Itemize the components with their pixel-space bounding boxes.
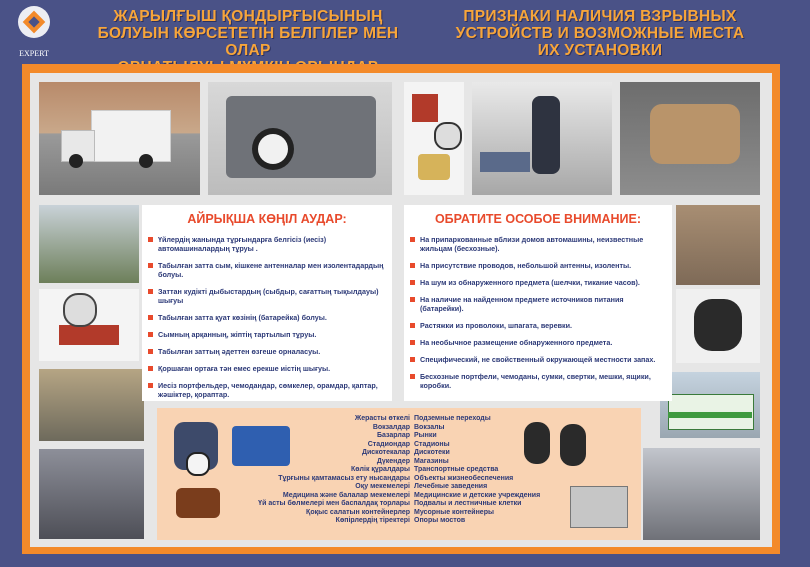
list-item: Растяжки из проволоки, шпагата, веревки. (410, 321, 664, 330)
photo-train (39, 205, 139, 283)
list-item: Мусорные контейнеры (414, 508, 494, 516)
kz-checklist (148, 235, 384, 399)
kz-panel-heading: АЙРЫҚША КӨҢІЛ АУДАР: (187, 212, 347, 226)
list-item: Табылған затта қуат көзінің (батарейка) болуы. (148, 313, 384, 322)
list-item: Стадиондар (367, 440, 410, 448)
photo-truck (39, 82, 200, 195)
list-item: Дискотекалар (361, 449, 410, 456)
photo-package (620, 82, 760, 195)
list-item: На присутствие проводов, небольшой антенны, изоленты. (410, 261, 664, 270)
ru-panel (404, 205, 672, 401)
ru-checklist (410, 235, 664, 390)
ru-panel-heading: ОБРАТИТЕ ОСОБОЕ ВНИМАНИЕ: (434, 212, 642, 226)
list-item: Тұрғыны қамтамасыз ету нысандары (278, 474, 410, 482)
list-item: Стадионы (414, 440, 450, 448)
kz-title-line: ЖАРЫЛҒЫШ ҚОНДЫРҒЫСЫНЫҢ (113, 8, 383, 25)
list-item: Иесіз портфельдер, чемодандар, сөмкелер, орамдар, қаптар, жәшіктер, қораптар. (148, 381, 384, 399)
list-item: Үйлердің жанында тұрғындарға белгісіз (иесіз) автомашиналардың тұруы . (148, 235, 384, 253)
list-item: Табылған затта сым, кішкене антенналар мен изолентадардың болуы. (148, 261, 384, 279)
list-item: Жерасты өткелі (354, 415, 410, 422)
photo-dynamite (404, 82, 464, 195)
photo-box-device (676, 205, 760, 285)
list-item: На необычное размещение обнаруженного предмета. (410, 338, 664, 347)
list-item: Көлік құралдары (351, 466, 410, 473)
places-kz-list (160, 415, 410, 526)
list-item: Магазины (414, 457, 449, 465)
logo (8, 4, 60, 58)
kz-panel (142, 205, 392, 401)
list-item: На наличие на найденном предмете источников питания (батарейки). (410, 295, 664, 313)
ru-title-line: УСТРОЙСТВ И ВОЗМОЖНЫЕ МЕСТА (455, 25, 745, 42)
list-item: Объекты жизнеобеспечения (414, 474, 514, 482)
list-item: Лечебные заведения (414, 483, 488, 490)
ru-title-line: ИХ УСТАНОВКИ (537, 42, 663, 59)
list-item: Көпірлердің тіректері (335, 517, 410, 524)
photo-bridge (643, 448, 760, 540)
list-item: Вокзалы (414, 423, 445, 431)
list-item: Заттан кудікті дыбыстардың (сыбдыр, сағаттың тықылдауы) шығуы (148, 287, 384, 305)
list-item: Қоқыс салатын контейнерлер (306, 508, 410, 516)
ru-title-line: ПРИЗНАКИ НАЛИЧИЯ ВЗРЫВНЫХ (463, 8, 737, 25)
logo-label: EXPERT (19, 49, 49, 58)
photo-bus (660, 372, 760, 438)
list-item: Медицинские и детские учреждения (414, 491, 541, 499)
list-item: На шум из обнаруженного предмета (шелчки, тикание часов). (410, 278, 664, 287)
list-item: Дүкендер (376, 457, 410, 465)
list-item: Дискотеки (414, 449, 450, 456)
list-item: Специфический, не свойственный окружающей местности запах. (410, 355, 664, 364)
list-item: Үй асты бөлмелері мен баспалдақ торлары (258, 500, 410, 507)
photo-guard (472, 82, 612, 195)
list-item: Базарлар (376, 432, 410, 439)
list-item: Бесхозные портфели, чемоданы, сумки, свертки, мешки, ящики, коробки. (410, 372, 664, 390)
list-item: Табылған заттың әдеттен өзгеше орналасуы. (148, 347, 384, 356)
photo-bomb-clock (39, 289, 139, 361)
list-item: Подвалы и лестничные клетки (414, 500, 522, 507)
logo-icon (8, 4, 60, 44)
list-item: На припаркованные вблизи домов автомашины, неизвестные жильцам (бесхозные). (410, 235, 664, 253)
ru-title (440, 8, 760, 59)
list-item: Оқу мекемелері (355, 483, 410, 490)
list-item: Подземные переходы (414, 415, 491, 422)
kz-title-line: БОЛУЫН КӨРСЕТЕТІН БЕЛГІЛЕР МЕН ОЛАР (97, 25, 399, 59)
list-item: Транспортные средства (414, 466, 499, 473)
photo-station (39, 449, 144, 539)
photo-bag-device (676, 289, 760, 363)
list-item: Сымның арқанның, жіптің тартылып тұруы. (148, 330, 384, 339)
list-item: Вокзалдар (372, 423, 410, 431)
list-item: Рынки (414, 432, 437, 439)
list-item: Қоршаған ортаға тән емес ерекше иістің шығуы. (148, 364, 384, 373)
grenade-images (520, 418, 632, 536)
list-item: Опоры мостов (414, 517, 466, 524)
photo-market (39, 369, 144, 441)
list-item: Медицина және балалар мекемелері (282, 491, 410, 499)
photo-suitcase-clock (208, 82, 392, 195)
